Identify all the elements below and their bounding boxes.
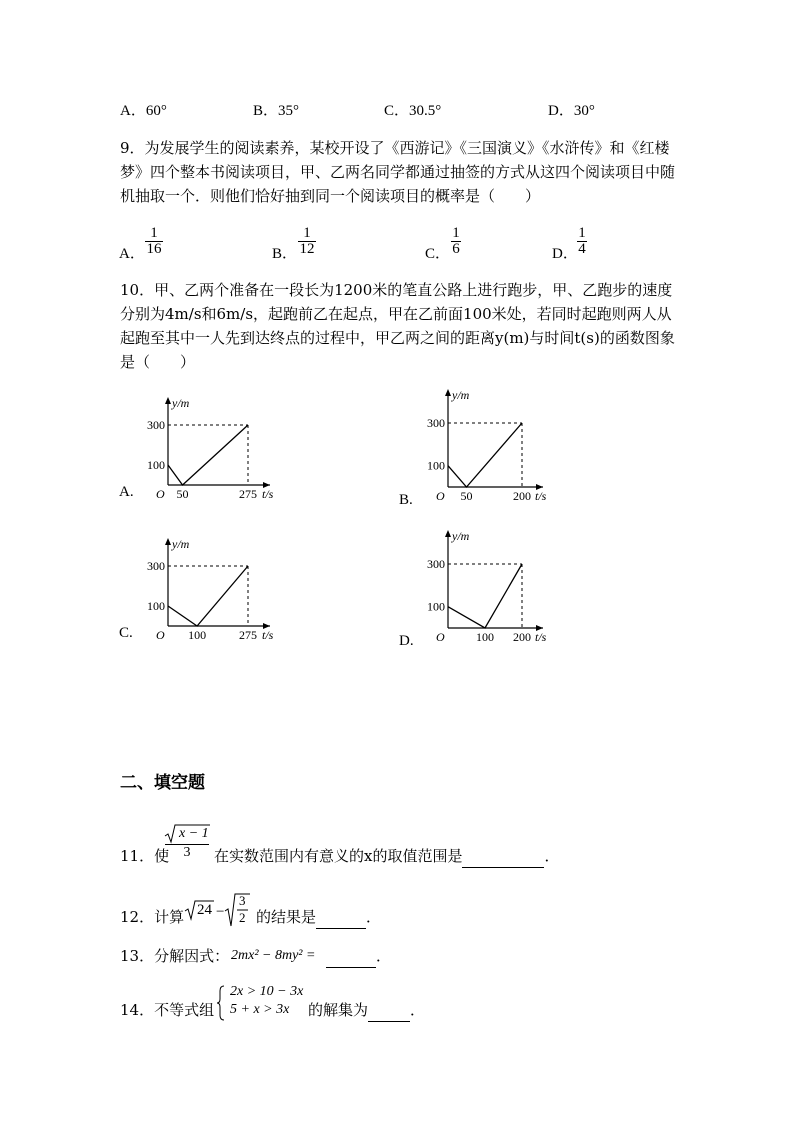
data-line [448,423,522,487]
q14-brace-icon [216,985,226,1021]
x-tick-label: 275 [239,628,257,642]
x-axis-label: t/s [535,630,547,644]
x-axis-label: t/s [262,487,274,501]
q13-answer: ． [326,944,391,968]
q10-graph-c [138,534,278,644]
x-tick-label: 50 [176,487,189,501]
y-axis-label: y/m [452,388,470,402]
q14-prefix: 14．不等式组 [120,1001,215,1019]
y-axis-label: y/m [172,537,190,551]
q14-suffix: 的解集为 ． [308,998,425,1022]
q9-option-a-fraction: 1 16 [146,225,162,257]
q14-answer-blank[interactable] [368,1003,410,1022]
q9-option-c-label: C． [425,246,451,262]
y-tick-label: 100 [147,599,165,613]
q14-inequality-2: 5 + x > 3x [230,1002,290,1017]
origin-label: O [156,487,165,501]
q13-expression: 2mx² − 8my² = [231,948,316,963]
x-tick-label: 200 [513,489,531,503]
x-tick-label: 100 [476,630,494,644]
q13-answer-blank[interactable] [326,949,376,968]
q8-option-a: A．60° [120,103,167,119]
q13-prefix: 13．分解因式： [120,947,230,965]
q10-graph-a [138,393,278,503]
q9-option-d-label: D． [552,246,578,262]
q8-option-d: D．30° [548,103,595,119]
origin-label: O [156,628,165,642]
y-tick-label: 100 [147,458,165,472]
y-tick-label: 300 [147,418,165,432]
y-tick-label: 100 [427,458,445,473]
q12-expression: 24 − 3 2 [184,893,254,929]
q10-text: 10．甲、乙两个准备在一段长为1200米的笔直公路上进行跑步，甲、乙跑步的速度分别为4m/s和6m/s，起跑前乙在起点，甲在乙前面100米处，若同时起跑则两人从起跑至其中一人先到达终点的过程中，甲乙两之间的距离y(m)与时间t(s)的函数图象是（ ） [120,281,675,371]
q11-prefix: 11．使 [120,847,170,865]
q9-option-a-label: A． [119,246,145,262]
q10-graph-c-label: C. [119,625,133,641]
q12-answer-blank[interactable] [316,910,366,929]
q10-graph-d [418,526,548,646]
q10-graph-b-label: B. [399,492,413,508]
y-tick-label: 300 [147,559,165,573]
x-tick-label: 50 [460,489,473,503]
x-tick-label: 200 [513,630,531,644]
data-line [168,425,248,485]
q10-graph-b [418,385,548,505]
q8-option-c: C．30.5° [384,103,442,119]
section-2-title: 二、填空题 [120,773,205,793]
x-tick-label: 100 [188,628,207,642]
data-line [168,566,248,626]
y-axis-label: y/m [172,396,190,410]
q11-radicand: x − 1 [179,826,209,841]
q9-option-b-label: B． [272,246,298,262]
q12-suffix: 的结果是 ． [256,905,381,929]
q9-text: 9．为发展学生的阅读素养，某校开设了《西游记》《三国演义》《水浒传》和《红楼梦》四个整本书阅读项目，甲、乙两名同学都通过抽签的方式从这四个阅读项目中随机抽取一个．则他们恰好抽到同一个阅读项目的概率是（ ） [120,139,676,205]
data-line [448,564,522,628]
q9-option-b-fraction: 1 12 [299,225,315,257]
q11-answer-blank[interactable] [462,849,544,868]
y-axis-label: y/m [452,529,470,543]
q12-prefix: 12．计算 [120,908,185,926]
origin-label: O [436,489,445,503]
y-axis-arrow-icon [445,530,451,537]
q10-graph-d-label: D. [399,633,414,649]
q11-suffix: 在实数范围内有意义的x的取值范围是 ． [214,844,559,868]
x-tick-label: 275 [239,487,257,501]
y-tick-label: 300 [427,557,445,571]
y-axis-arrow-icon [165,397,171,404]
x-axis-label: t/s [262,628,274,642]
x-axis-label: t/s [535,489,547,503]
q10-graph-a-label: A. [119,484,134,500]
q14-inequality-1: 2x > 10 − 3x [230,984,304,999]
q11-denominator: 3 [183,845,191,860]
q8-option-b: B．35° [253,103,300,119]
q9-option-c-fraction: 1 6 [452,225,460,257]
y-axis-arrow-icon [445,389,451,396]
y-axis-arrow-icon [165,538,171,545]
y-tick-label: 300 [427,416,445,430]
q9-option-d-fraction: 1 4 [578,225,586,257]
y-tick-label: 100 [427,599,445,614]
origin-label: O [436,630,445,644]
